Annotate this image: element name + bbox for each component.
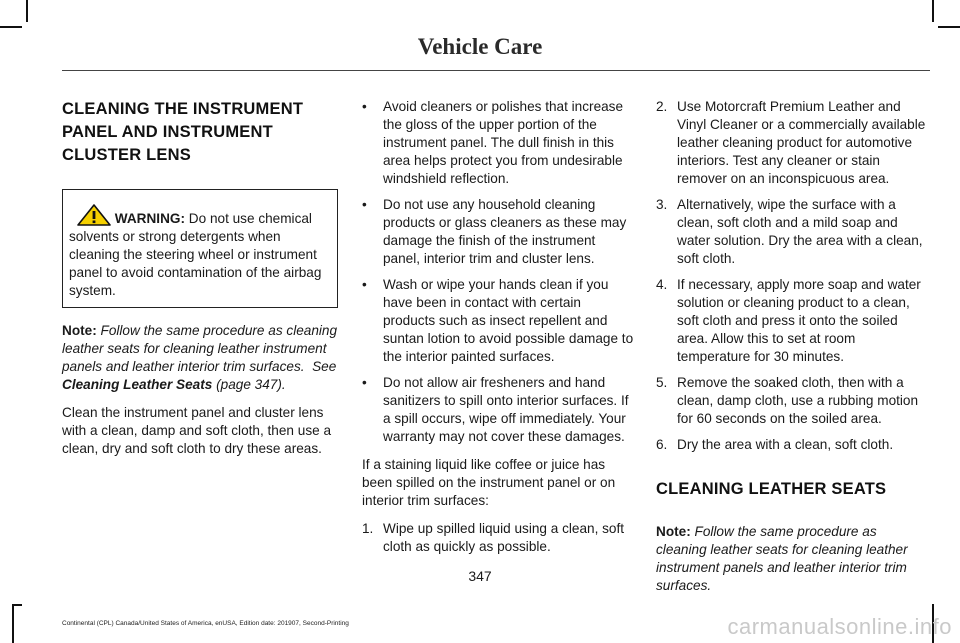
step-number: 2. [656,99,668,114]
bullet-list [362,98,634,446]
step-number: 3. [656,197,668,212]
note-text: Follow the same procedure as cleaning leather seats for cleaning leather instrument panels and leather interior trim surfaces. [656,524,908,593]
list-item [656,98,928,188]
crop-mark [932,0,934,22]
warning-label: WARNING: [114,211,186,226]
note-paragraph [62,322,338,394]
crop-mark [938,26,960,28]
step-text: Dry the area with a clean, soft cloth. [677,437,894,452]
section-title-leather-seats: CLEANING LEATHER SEATS [656,480,887,498]
step-number: 6. [656,437,668,452]
step-number: 5. [656,375,668,390]
step-text: Use Motorcraft Premium Leather and Vinyl Cleaner or a commercially available leather cleaning product for automotive interiors. Test any cleaner or stain remover on an inconspicuous area. [677,99,926,186]
list-item [656,276,928,366]
note-label: Note: [656,524,691,539]
step-text: Alternatively, wipe the surface with a clean, soft cloth and a mild soap and water solution. Dry the area with a clean, soft cloth. [677,197,923,266]
crop-mark [26,0,28,22]
list-item [362,520,634,556]
column-middle [362,98,634,564]
section-title-instrument-panel: CLEANING THE INSTRUMENT PANEL AND INSTRUMENT CLUSTER LENS [62,100,304,164]
note-text: Follow the same procedure as cleaning leather seats for cleaning leather instrument panels and leather interior trim surfaces. [62,323,338,374]
note-label: Note: [62,323,97,338]
crop-mark [12,604,14,643]
numbered-list [656,98,928,454]
step-text: Wipe up spilled liquid using a clean, soft cloth as quickly as possible. [383,521,625,554]
list-item [656,374,928,428]
list-item: • Do not allow air fresheners and hand sanitizers to spill onto interior surfaces. If a spill occurs, wipe off immediately. Your warranty may not cover these damages. [362,374,634,446]
header-divider [62,70,930,71]
watermark: carmanualsonline.info [727,614,952,639]
crop-mark [12,604,22,606]
page-number: 347 [468,568,492,584]
warning-box [62,189,338,308]
note-paragraph [656,523,928,595]
list-item [656,196,928,268]
column-left [62,98,338,468]
footer-edition-text: Continental (CPL) Canada/United States of America, enUSA, Edition date: 201907, Second-Printing [62,620,349,627]
body-paragraph: If a staining liquid like coffee or juice has been spilled on the instrument panel or on interior trim surfaces: [362,457,616,508]
column-right [656,98,928,605]
step-text: Remove the soaked cloth, then with a clean, damp cloth, use a rubbing motion for 60 seconds on the soiled area. [677,375,919,426]
note-see: See [312,359,337,374]
cross-reference-link[interactable]: Cleaning Leather Seats [62,377,213,392]
warning-text: Do not use chemical solvents or strong detergents when cleaning the steering wheel or instrument panel to avoid contamination of the airbag system. [69,211,322,298]
list-item [656,436,928,454]
body-paragraph: Clean the instrument panel and cluster lens with a clean, damp and soft cloth, then use a clean, dry and soft cloth to dry these areas. [62,405,332,456]
warning-triangle-icon [77,204,111,226]
numbered-list [362,520,634,556]
page-header-title: Vehicle Care [417,34,543,59]
crop-mark [0,26,22,28]
list-item: • Wash or wipe your hands clean if you have been in contact with certain products such as insect repellent and suntan lotion to avoid possible damage to the interior painted surfaces. [362,276,634,366]
step-text: If necessary, apply more soap and water solution or cleaning product to a clean, soft cloth and press it onto the soiled area. Allow this to set at room temperature for 30 minutes. [677,277,921,364]
note-page-ref: (page 347). [216,377,286,392]
list-item: • Do not use any household cleaning products or glass cleaners as these may damage the finish of the instrument panel, interior trim and cluster lens. [362,196,634,268]
step-number: 4. [656,277,668,292]
list-item: • Avoid cleaners or polishes that increase the gloss of the upper portion of the instrument panel. The dull finish in this area helps protect you from undesirable windshield reflection. [362,98,634,188]
step-number: 1. [362,521,374,536]
